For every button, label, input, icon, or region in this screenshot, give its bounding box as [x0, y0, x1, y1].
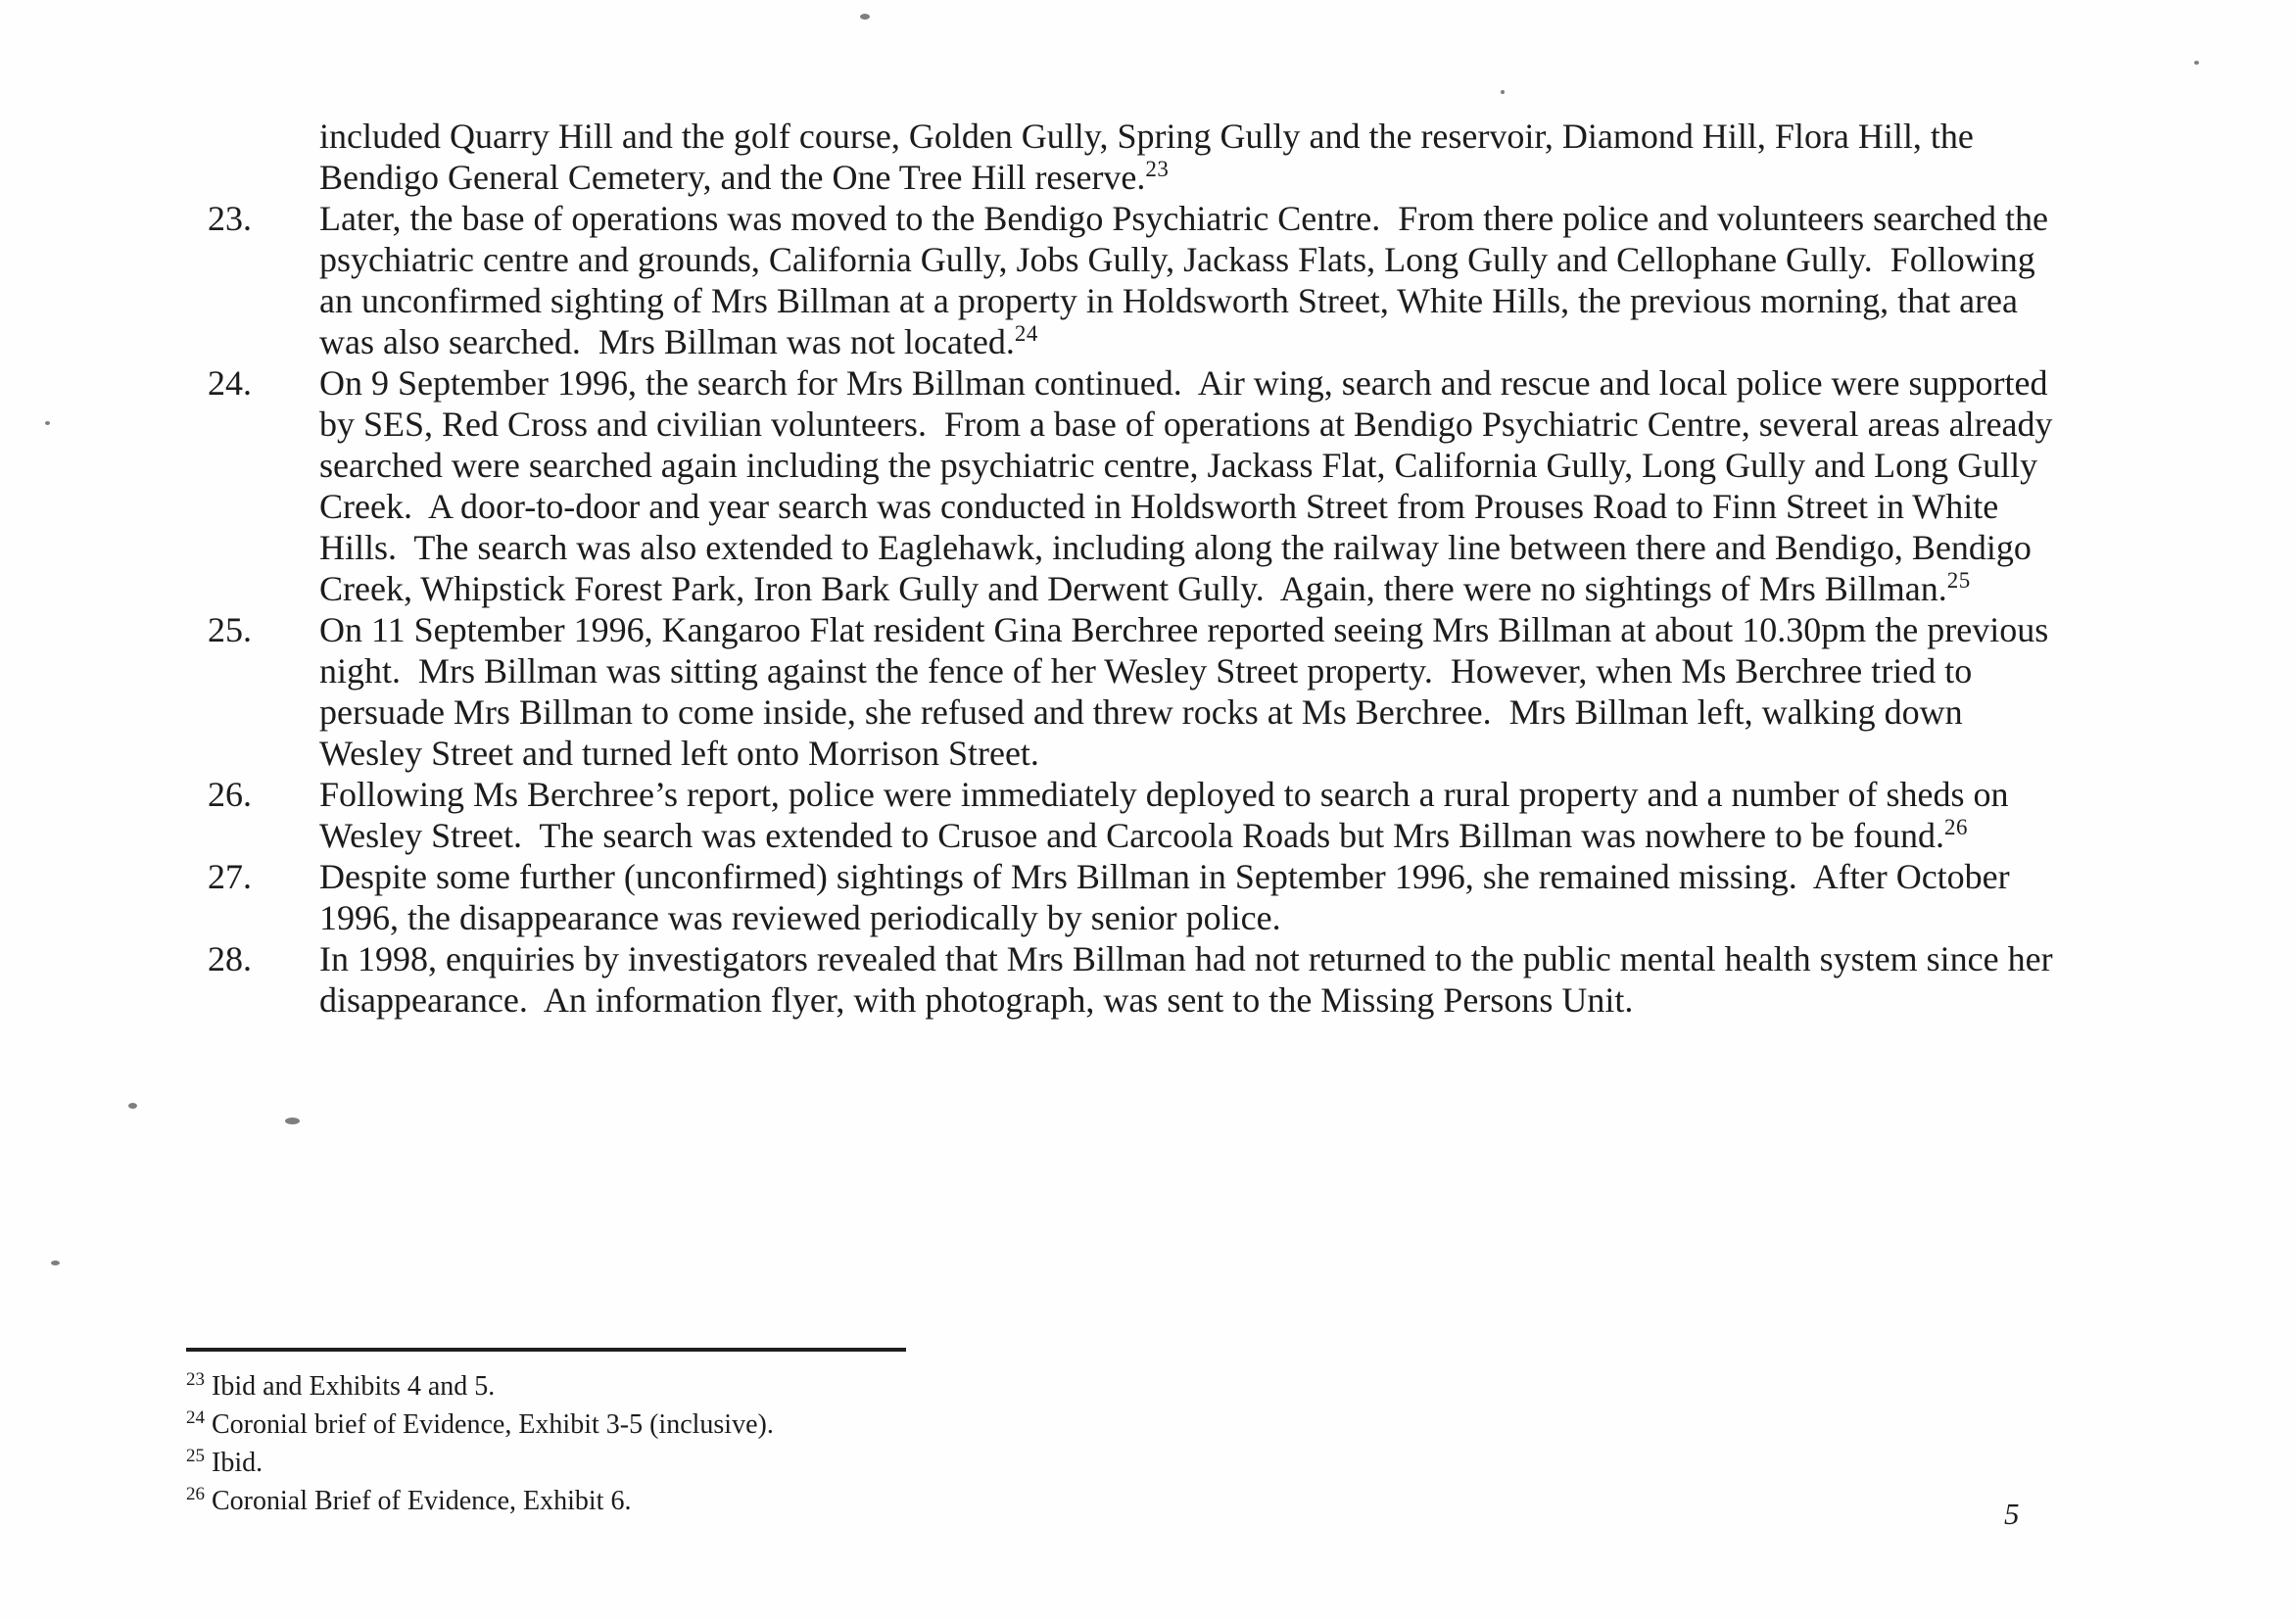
paragraph-text: [319, 609, 2058, 774]
footnote-text: Ibid.: [212, 1448, 263, 1478]
paragraph-27: [208, 856, 2079, 938]
body-text: [208, 116, 2079, 1021]
paragraph-body: Later, the base of operations was moved to the Bendigo Psychiatric Centre. From there police and volunteers searched the psychiatric centre and grounds, California Gully, Jobs Gully, Jackass Flats, Long Gully and Cellophane Gully. Following an unconfirmed sighting of Mrs Billman at a property in Holdsworth Street, White Hills, the previous morning, that area was also searched. Mrs Billman was not located.: [319, 199, 2058, 361]
paragraph-body: Despite some further (unconfirmed) sightings of Mrs Billman in September 1996, she remained missing. After October 1996, the disappearance was reviewed periodically by senior police.: [319, 857, 2019, 937]
paragraph-text: [319, 198, 2058, 362]
footnote-text: Coronial Brief of Evidence, Exhibit 6.: [212, 1486, 632, 1516]
paragraph-text: [319, 938, 2062, 1021]
scan-speck: [1501, 90, 1505, 94]
footnote-text: Coronial brief of Evidence, Exhibit 3-5 (inclusive).: [212, 1409, 774, 1440]
paragraph-24: [208, 362, 2079, 609]
scan-speck: [51, 1261, 60, 1265]
scan-speck: [285, 1118, 300, 1124]
paragraph-25: [208, 609, 2079, 774]
footnote-ref: 26: [1944, 815, 1969, 839]
paragraph-number: 27.: [208, 857, 252, 896]
paragraph-number: 28.: [208, 939, 252, 978]
footnote-marker: 24: [186, 1406, 205, 1428]
footnote-marker: 23: [186, 1368, 205, 1390]
paragraph-number: 24.: [208, 363, 252, 403]
paragraph-number: 25.: [208, 610, 252, 649]
footnote-23: [186, 1367, 1557, 1406]
paragraph-text: [319, 116, 2053, 198]
paragraph-28: [208, 938, 2079, 1021]
footnote-25: [186, 1444, 1557, 1482]
footnote-ref: 24: [1014, 321, 1038, 346]
scan-speck: [128, 1103, 137, 1109]
paragraph-23: [208, 198, 2079, 362]
paragraph-text: [319, 774, 2053, 856]
scan-speck: [860, 14, 870, 20]
paragraph-continuation: [208, 116, 2079, 198]
footnote-24: [186, 1406, 1557, 1444]
paragraph-number: 23.: [208, 199, 252, 238]
footnote-marker: 26: [186, 1483, 205, 1504]
scan-speck: [45, 421, 50, 425]
footnote-26: [186, 1482, 1557, 1520]
footnote-ref: 23: [1145, 157, 1170, 181]
page-number: 5: [2004, 1497, 2020, 1531]
paragraph-text: [319, 856, 2053, 938]
paragraph-body: included Quarry Hill and the golf course, Golden Gully, Spring Gully and the reservoir, Diamond Hill, Flora Hill, the Bendigo General Cemetery, and the One Tree Hill reserve.: [319, 117, 1983, 197]
paragraph-number: 26.: [208, 775, 252, 814]
paragraph-body: On 11 September 1996, Kangaroo Flat resident Gina Berchree reported seeing Mrs Billman at about 10.30pm the previous night. Mrs Billman was sitting against the fence of her Wesley Street property. However, when Ms Berchree tried to persuade Mrs Billman to come inside, she refused and threw rocks at Ms Berchree. Mrs Billman left, walking down Wesley Street and turned left onto Morrison Street.: [319, 610, 2058, 773]
scan-speck: [2194, 61, 2199, 65]
paragraph-body: On 9 September 1996, the search for Mrs Billman continued. Air wing, search and rescue and local police were supported by SES, Red Cross and civilian volunteers. From a base of operations at Bendigo Psychiatric Centre, several areas already searched were searched again including the psychiatric centre, Jackass Flat, California Gully, Long Gully and Long Gully Creek. A door-to-door and year search was conducted in Holdsworth Street from Prouses Road to Finn Street in White Hills. The search was also extended to Eaglehawk, including along the railway line between there and Bendigo, Bendigo Creek, Whipstick Forest Park, Iron Bark Gully and Derwent Gully. Again, there were no sightings of Mrs Billman.: [319, 363, 2062, 608]
footnotes-section: [186, 1348, 1557, 1520]
paragraph-body: Following Ms Berchree’s report, police were immediately deployed to search a rural property and a number of sheds on Wesley Street. The search was extended to Crusoe and Carcoola Roads but Mrs Billman was nowhere to be found.: [319, 775, 2017, 855]
paragraph-body: In 1998, enquiries by investigators revealed that Mrs Billman had not returned to the public mental health system since her disappearance. An information flyer, with photograph, was sent to the Missing Persons Unit.: [319, 939, 2062, 1020]
footnote-ref: 25: [1946, 568, 1971, 593]
footnote-marker: 25: [186, 1445, 205, 1466]
paragraph-26: [208, 774, 2079, 856]
footnote-separator: [186, 1348, 906, 1352]
footnote-text: Ibid and Exhibits 4 and 5.: [212, 1371, 496, 1402]
paragraph-text: [319, 362, 2062, 609]
